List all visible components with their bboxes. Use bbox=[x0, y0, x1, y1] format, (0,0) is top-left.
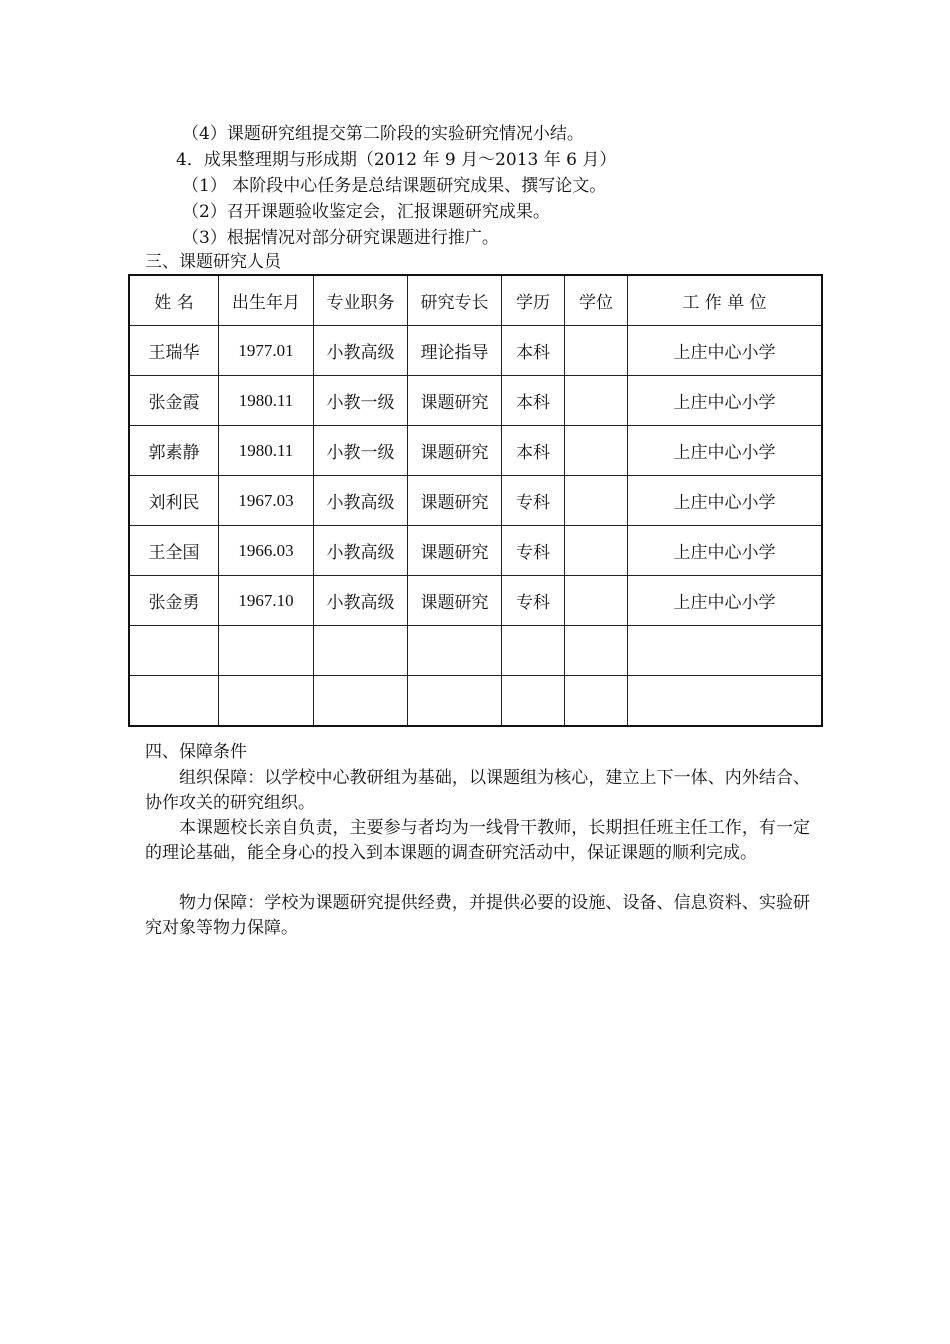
cell-title bbox=[314, 626, 408, 676]
cell-title bbox=[314, 676, 408, 727]
cell-birth: 1967.10 bbox=[219, 576, 314, 626]
cell-title: 小教一级 bbox=[314, 426, 408, 476]
cell-specialty: 课题研究 bbox=[408, 426, 502, 476]
header-education: 学历 bbox=[502, 275, 565, 326]
cell-name: 张金霞 bbox=[129, 376, 219, 426]
cell-birth: 1967.03 bbox=[219, 476, 314, 526]
cell-education bbox=[502, 626, 565, 676]
cell-name bbox=[129, 676, 219, 727]
cell-degree bbox=[565, 676, 628, 727]
cell-unit: 上庄中心小学 bbox=[628, 426, 823, 476]
table-row bbox=[129, 526, 822, 576]
table-row bbox=[129, 326, 822, 376]
header-unit: 工 作 单 位 bbox=[628, 275, 823, 326]
cell-degree bbox=[565, 326, 628, 376]
cell-title: 小教高级 bbox=[314, 576, 408, 626]
cell-specialty: 课题研究 bbox=[408, 476, 502, 526]
paragraph-leadership: 本课题校长亲自负责，主要参与者均为一线骨干教师，长期担任班主任工作，有一定的理论基础，能全身心的投入到本课题的调查研究活动中，保证课题的顺利完成。 bbox=[145, 818, 810, 863]
stage4-item-3: （3）根据情况对部分研究课题进行推广。 bbox=[182, 228, 499, 248]
paragraph-organization: 组织保障：以学校中心教研组为基础，以课题组为核心，建立上下一体、内外结合、协作攻关的研究组织。 bbox=[145, 768, 810, 813]
cell-unit bbox=[628, 626, 823, 676]
cell-name: 王瑞华 bbox=[129, 326, 219, 376]
cell-unit: 上庄中心小学 bbox=[628, 476, 823, 526]
paragraph-resources: 物力保障：学校为课题研究提供经费，并提供必要的设施、设备、信息资料、实验研究对象等物力保障。 bbox=[145, 893, 810, 938]
cell-specialty bbox=[408, 626, 502, 676]
cell-specialty bbox=[408, 676, 502, 727]
cell-education: 专科 bbox=[502, 576, 565, 626]
cell-degree bbox=[565, 576, 628, 626]
cell-name: 郭素静 bbox=[129, 426, 219, 476]
table-row bbox=[129, 376, 822, 426]
cell-title: 小教高级 bbox=[314, 526, 408, 576]
header-degree: 学位 bbox=[565, 275, 628, 326]
header-birth: 出生年月 bbox=[219, 275, 314, 326]
header-title: 专业职务 bbox=[314, 275, 408, 326]
cell-name: 王全国 bbox=[129, 526, 219, 576]
cell-degree bbox=[565, 626, 628, 676]
cell-education: 专科 bbox=[502, 476, 565, 526]
cell-education bbox=[502, 676, 565, 727]
stage4-heading: 4．成果整理期与形成期（2012 年 9 月～2013 年 6 月） bbox=[176, 150, 617, 170]
cell-unit: 上庄中心小学 bbox=[628, 576, 823, 626]
cell-birth: 1980.11 bbox=[219, 426, 314, 476]
header-name: 姓 名 bbox=[129, 275, 219, 326]
cell-birth: 1966.03 bbox=[219, 526, 314, 576]
cell-specialty: 课题研究 bbox=[408, 376, 502, 426]
table-header-row bbox=[129, 275, 822, 326]
cell-education: 本科 bbox=[502, 426, 565, 476]
cell-title: 小教高级 bbox=[314, 476, 408, 526]
table-row bbox=[129, 426, 822, 476]
cell-education: 本科 bbox=[502, 326, 565, 376]
cell-specialty: 课题研究 bbox=[408, 576, 502, 626]
stage4-item-2: （2）召开课题验收鉴定会，汇报课题研究成果。 bbox=[182, 202, 550, 222]
cell-birth bbox=[219, 626, 314, 676]
section-heading-guarantee: 四、保障条件 bbox=[145, 742, 247, 762]
header-specialty: 研究专长 bbox=[408, 275, 502, 326]
cell-title: 小教高级 bbox=[314, 326, 408, 376]
stage4-item-1: （1） 本阶段中心任务是总结课题研究成果、撰写论文。 bbox=[182, 176, 607, 196]
cell-degree bbox=[565, 426, 628, 476]
stage2-item-4: （4）课题研究组提交第二阶段的实验研究情况小结。 bbox=[182, 124, 584, 144]
cell-degree bbox=[565, 376, 628, 426]
personnel-table bbox=[128, 274, 823, 727]
cell-birth: 1980.11 bbox=[219, 376, 314, 426]
table-row bbox=[129, 576, 822, 626]
cell-unit: 上庄中心小学 bbox=[628, 376, 823, 426]
cell-name: 张金勇 bbox=[129, 576, 219, 626]
cell-title: 小教一级 bbox=[314, 376, 408, 426]
table-row-empty bbox=[129, 626, 822, 676]
cell-specialty: 课题研究 bbox=[408, 526, 502, 576]
cell-birth: 1977.01 bbox=[219, 326, 314, 376]
section-heading-personnel: 三、课题研究人员 bbox=[145, 252, 281, 272]
cell-education: 专科 bbox=[502, 526, 565, 576]
cell-unit bbox=[628, 676, 823, 727]
cell-name bbox=[129, 626, 219, 676]
cell-degree bbox=[565, 476, 628, 526]
cell-specialty: 理论指导 bbox=[408, 326, 502, 376]
cell-name: 刘利民 bbox=[129, 476, 219, 526]
cell-unit: 上庄中心小学 bbox=[628, 526, 823, 576]
cell-degree bbox=[565, 526, 628, 576]
table-row bbox=[129, 476, 822, 526]
cell-unit: 上庄中心小学 bbox=[628, 326, 823, 376]
cell-education: 本科 bbox=[502, 376, 565, 426]
table-row-empty bbox=[129, 676, 822, 727]
cell-birth bbox=[219, 676, 314, 727]
